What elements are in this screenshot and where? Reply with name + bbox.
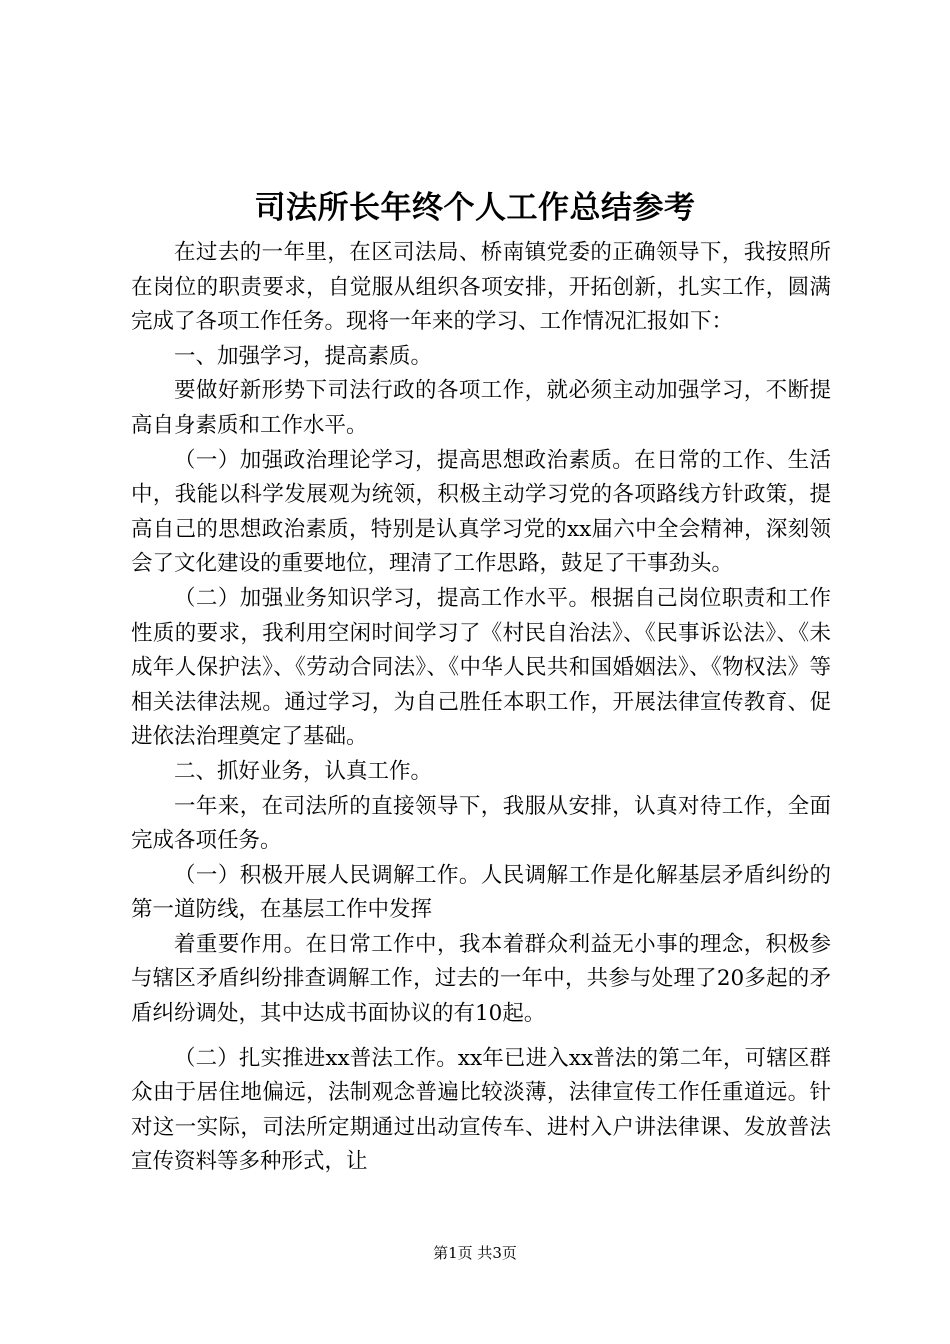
paragraph: 要做好新形势下司法行政的各项工作，就必须主动加强学习，不断提高自身素质和工作水平。 [131, 378, 831, 438]
subsection-paragraph: （二）加强业务知识学习，提高工作水平。根据自己岗位职责和工作性质的要求，我利用空闲时间学习了《村民自治法》、《民事诉讼法》、《未成年人保护法》、《劳动合同法》、《中华人民共和国婚姻法》、《物权法》等相关法律法规。通过学习，为自己胜任本职工作，开展法律宣传教育、促进依法治理奠定了基础。 [131, 585, 831, 750]
document-title: 司法所长年终个人工作总结参考 [254, 190, 696, 226]
subsection-paragraph: （一）加强政治理论学习，提高思想政治素质。在日常的工作、生活中，我能以科学发展观为统领，积极主动学习党的各项路线方针政策，提高自己的思想政治素质，特别是认真学习党的xx届六中全会精神，深刻领会了文化建设的重要地位，理清了工作思路，鼓足了干事劲头。 [131, 447, 831, 577]
subsection-paragraph: （二）扎实推进xx普法工作。xx年已进入xx普法的第二年，可辖区群众由于居住地偏远，法制观念普遍比较淡薄，法律宣传工作任重道远。针对这一实际，司法所定期通过出动宣传车、进村入户讲法律课、发放普法宣传资料等多种形式，让 [131, 1045, 831, 1175]
page-footer: 第1页 共3页 [433, 1244, 517, 1262]
section-heading-1: 一、加强学习，提高素质。 [174, 343, 433, 369]
paragraph: 着重要作用。在日常工作中，我本着群众利益无小事的理念，积极参与辖区矛盾纠纷排查调解工作，过去的一年中，共参与处理了20多起的矛盾纠纷调处，其中达成书面协议的有10起。 [131, 931, 831, 1027]
paragraph: 一年来，在司法所的直接领导下，我服从安排，认真对待工作，全面完成各项任务。 [131, 793, 831, 854]
subsection-paragraph: （一）积极开展人民调解工作。人民调解工作是化解基层矛盾纠纷的第一道防线，在基层工作中发挥 [131, 862, 831, 923]
section-heading-2: 二、抓好业务，认真工作。 [174, 758, 433, 784]
paragraph-intro: 在过去的一年里，在区司法局、桥南镇党委的正确领导下，我按照所在岗位的职责要求，自觉服从组织各项安排，开拓创新，扎实工作，圆满完成了各项工作任务。现将一年来的学习、工作情况汇报如下： [131, 240, 831, 335]
document-body [131, 236, 831, 1180]
